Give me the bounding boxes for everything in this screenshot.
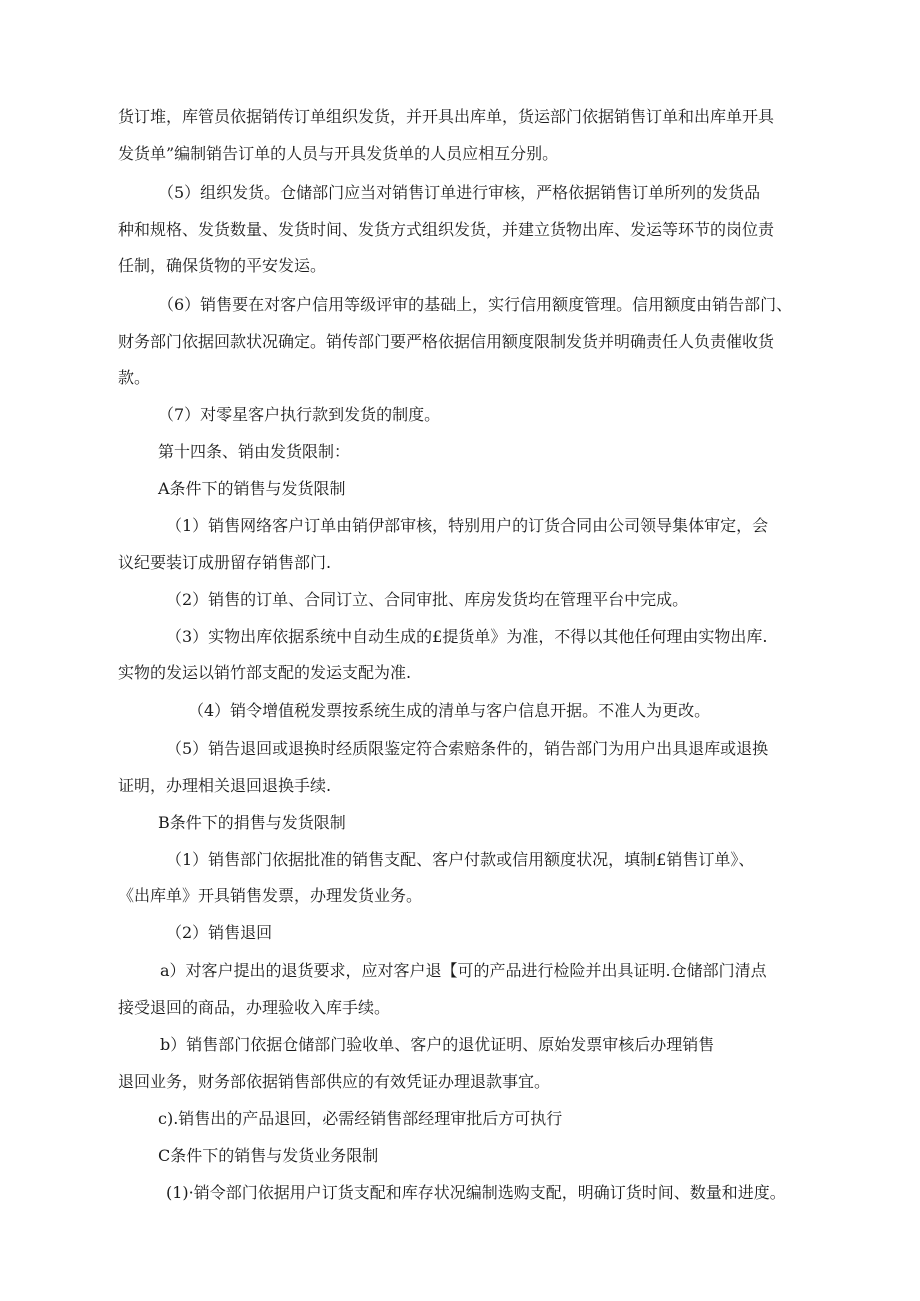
- text-line: （7）对零星客户执行款到发货的制度。: [158, 405, 441, 424]
- text-line: (1)·销令部门依据用户订货支配和库存状况编制选购支配，明确订货时间、数量和进度。: [166, 1183, 786, 1202]
- text-line: a）对客户提出的退货要求，应对客户退【可的产品进行检险并出具证明.仓储部门清点: [160, 961, 767, 980]
- text-line: b）销售部门依据仓储部门验收单、客户的退优证明、原始发票审核后办理销售: [160, 1035, 715, 1054]
- text-line: （5）组织发货。仓储部门应当对销售订单进行审核，严格依据销售订单所列的发货品: [158, 183, 761, 202]
- text-line: （4）销令增值税发票按系统生成的清单与客户信息开据。不准人为更改。: [188, 701, 711, 720]
- text-line: （1）销售部门依据批准的销售支配、客户付款或信用额度状况，填制£销售订单》、: [166, 850, 755, 869]
- text-line: 种和规格、发货数量、发货时间、发货方式组织发货，并建立货物出库、发运等环节的岗位责: [118, 220, 775, 239]
- text-line: （2）销售退回: [166, 923, 273, 942]
- subsection-heading: A条件下的销售与发货限制: [158, 479, 346, 498]
- text-line: 证明，办理相关退回退换手续.: [118, 776, 332, 795]
- text-line: （2）销售的订单、合同订立、合同审批、库房发货均在管理平台中完成。: [166, 590, 689, 609]
- text-line: 《出库单》开具销售发票，办理发货业务。: [118, 886, 423, 905]
- text-line: （3）实物出库依据系统中自动生成的£提货单》为准，不得以其他任何理由实物出库.: [166, 627, 768, 646]
- subsection-heading: C条件下的销售与发货业务限制: [158, 1146, 379, 1165]
- text-line: 任制，确保货物的平安发运。: [118, 256, 327, 275]
- text-line: c).销售出的产品退回，必需经销售部经理审批后方可执行: [158, 1109, 563, 1128]
- subsection-heading: B条件下的捐售与发货限制: [158, 813, 346, 832]
- text-line: 接受退回的商品，办理验收入库手续。: [118, 998, 391, 1017]
- text-line: 款。: [118, 368, 151, 387]
- text-line: 实物的发运以销竹部支配的发运支配为准.: [118, 663, 412, 682]
- text-line: （6）销售要在对客户信用等级评审的基础上，实行信用额度管理。信用额度由销告部门、: [158, 295, 793, 314]
- text-line: 退回业务，财务部依据销售部供应的有效凭证办理退款事宜。: [118, 1072, 551, 1091]
- text-line: 货订堆，库管员依据销传订单组织发货，并开具出库单，货运部门依据销售订单和出库单开具: [118, 107, 775, 126]
- text-line: 发货单”编制销告订单的人员与开具发货单的人员应相互分别。: [118, 144, 559, 163]
- section-heading: 第十四条、销由发货限制：: [158, 442, 351, 461]
- text-line: （1）销售网络客户订单由销伊部审核，特别用户的订货合同由公司领导集体审定，会: [166, 516, 769, 535]
- text-line: 财务部门依据回款状况确定。销传部门要严格依据信用额度限制发货并明确责任人负责催收货: [118, 332, 775, 351]
- text-line: （5）销告退回或退换时经质限鉴定符合索赔条件的，销告部门为用户出具退库或退换: [166, 739, 769, 758]
- text-line: 议纪要装订成册留存销售部门.: [118, 553, 332, 572]
